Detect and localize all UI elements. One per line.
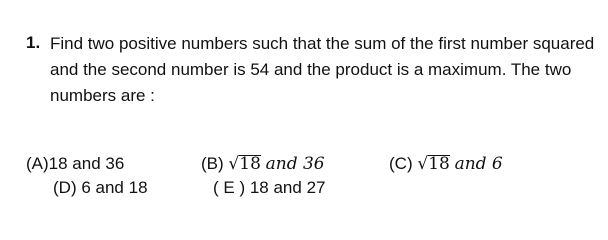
question-line-1: Find two positive numbers such that the sum of the first number squared <box>50 34 595 53</box>
option-d[interactable] <box>53 178 148 198</box>
option-b-radicand: 18 <box>239 154 261 174</box>
option-e-text: 18 and 27 <box>249 178 326 197</box>
option-b[interactable] <box>201 154 325 174</box>
question-line-3: numbers are : <box>50 86 155 105</box>
option-c-label: (C) <box>389 154 413 173</box>
question-text <box>50 31 595 109</box>
question-line-2: and the second number is 54 and the product is a maximum. The two <box>50 60 572 79</box>
question-number: 1. <box>26 33 41 52</box>
option-e-label: ( E ) <box>213 178 246 197</box>
option-b-label: (B) <box>201 154 224 173</box>
option-b-text: and 36 <box>265 154 325 174</box>
option-e[interactable] <box>213 178 325 198</box>
option-c-text: and 6 <box>454 154 503 174</box>
option-c[interactable] <box>389 154 503 174</box>
option-d-text: 6 and 18 <box>81 178 148 197</box>
option-b-radical: √18 <box>228 154 261 174</box>
option-a[interactable] <box>26 154 124 174</box>
option-a-text: 18 and 36 <box>48 154 125 173</box>
option-a-label: (A) <box>26 154 49 173</box>
option-d-label: (D) <box>53 178 77 197</box>
option-c-radicand: 18 <box>428 154 450 174</box>
option-c-radical: √18 <box>417 154 450 174</box>
